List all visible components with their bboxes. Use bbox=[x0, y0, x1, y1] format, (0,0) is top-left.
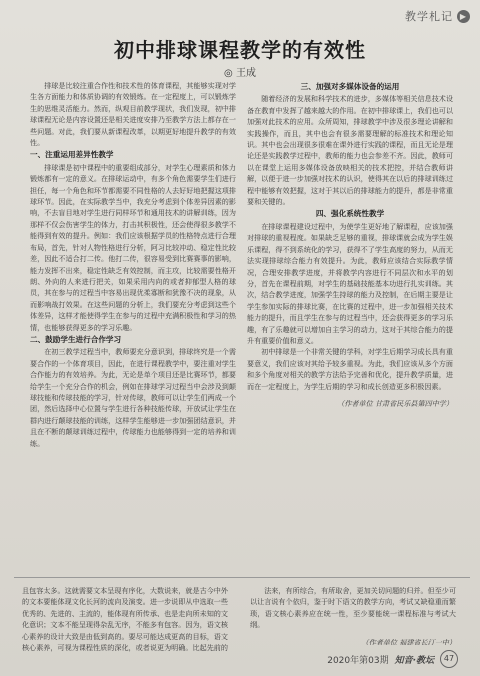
article-title: 初中排球课程教学的有效性 bbox=[114, 38, 366, 62]
magazine-name: 知音·教坛 bbox=[394, 655, 434, 666]
paragraph: 在初三教学过程当中，教师要充分意识到，排球终究是一个需要合作的一个体育项目，因此，在进行课程教学中，要注重对学生合作能力的有效培养。为此，无论是单个项目还是比赛环节，都要给学生一个充分合作的机会，例如在排球学习过程当中会涉及到颠球技能和传球技能的学习，针对传球，教师可以让学生们两成一个团，然后选择中心位置与学生进行各种技能传球，开放试让学生在群内进行颠球技能的训练，这样学生能够进一步加强团结意识，并且在不断的颠球训练过程中，传球能力也能够得到一定的培养和训练。 bbox=[30, 347, 236, 448]
section-heading: 一、注重运用差异性教学 bbox=[30, 150, 114, 160]
paragraph: 初中排球是一个非常关键的学科，对学生后期学习成长具有重要意义，我们应该对其给予较多重视。为此，我们应该从多个方面和多个角度对相关的教学方法给予完善和优化，提升教学质量，进而在一定程度上，为学生后期的学习和成长创造更多积极因素。 bbox=[247, 347, 453, 391]
page-number: 47 bbox=[440, 650, 458, 668]
section-heading: 二、鼓励学生进行合作学习 bbox=[30, 334, 122, 344]
paragraph: 法来，有所综合，有所取舍，更加关切问题的归并。但至少可以让言说有个依归，鉴于时下语文的教学方向，考试又缺稳重而繁琐，语文核心素养应在统一性，至少要能统一课程标准与考试大纲。 bbox=[250, 586, 456, 630]
paragraph: 排球是比较注重合作性和技术性的体育课程，其能够实现对学生各方面能力和体质协调的有效锻炼。在一定程度上，可以锻炼学生的思维灵活能力。然而，纵观目前教学现状，我们发现，初中排球课程无论是内容设置还是相关进度安排乃至教学方法上都存在一些问题。对此，我们要从新课程改革，以期更好地提升教学的有效性。 bbox=[30, 81, 236, 148]
section-label: 教学札记 bbox=[405, 10, 453, 23]
paragraph: 且包容太多。这就需要文本呈现有序化，大数说来，就是古今中外的文本要能体现文化长河的流向及演变。进一步说即从中选取一些优秀的、先进的、主流的，能体现有所传承、也是走向所未知的文化意识；文本不能呈现得杂乱无序，不能多有包容。因为，语文核心素养的设计大致是由低到高的。要尽可能达成更高的目标，语文核心素养，可视为课程性质的深化，或者说更为明确。比起先前的 bbox=[22, 586, 228, 653]
continued-text-left bbox=[22, 585, 228, 653]
issue-label: 2020年第03期 bbox=[327, 655, 389, 666]
paragraph: 排球课是初中课程中的重要组成部分，对学生心理素质和体力锻炼都有一定的意义。在排球运动中，有多个角色需要学生们进行担任，每一个角色和环节都需要不同性格的人去好好地把握这项排球环节。因此，在实际教学当中，我充分考虑到个体差异因素的影响，不去盲目地对学生进行同样环节和通用技术的讲解训练，因为那样不仅会伤害学生的体力，打击其积极性，还会使得很多教学不能得到有效的提升。例如：我们应该根据学员的性格特点进行合理布局，首先，针对人物性格进行分析，阿习比较冲动、稳定性比较差，因此不适合打二传。他打二传，很容易受到比赛赛事的影响，能力发挥不出来，稳定性缺乏有效控制，而主攻，比较需要性格开朗、外向的人来进行把关，如果采用内向的或者抑郁型人格的球员，其在参与的过程当中容易出现优柔寡断和犹豫不决的现象，从而影响战打效果。在这些问题的分析上，我们要充分考虑到这些个体差异，这样才能使得学生在参与的过程中充满积极性和学习的热情，也能够获得更多的学习乐趣。 bbox=[30, 162, 236, 332]
author-affiliation: （作者单位 福建省长汀一中） bbox=[361, 637, 456, 645]
section-tag bbox=[405, 8, 470, 24]
author-affiliation: （作者单位 甘肃省民乐县第四中学） bbox=[337, 398, 453, 408]
right-column bbox=[247, 80, 453, 558]
paragraph: 在排球课程建设过程中，为使学生更好地了解课程，应该加强对排球的重视程度。如果缺乏足够的重视，排球课就会成为学生娱乐课程，得不到系统化的学习，获得不了学生高度的努力，从而无法实现排球综合能力有效提升。为此，教师应该结合实际教学情况，合理安排教学进度，并将教学内容进行不同层次和水平的划分，首先在课程前期，对学生的基础技能基本功进行扎实训练。其次，结合教学进度，加强学生持球的能力及控制，在后期主要是让学生参加实际的排球比赛，在比赛的过程中，进一步加强相关技术能力的提升，而且学生在参与的过程当中，还会获得更多的学习乐趣，有了乐趣就可以增加自主学习的动力，这对于其综合能力的提升有重要价值和意义。 bbox=[247, 221, 453, 345]
paragraph: 随着经济的发展和科学技术的进步，多媒体等相关信息技术设备在教育中发挥了越来越大的作用。在初中排球课上，我们也可以加强对此技术的应用。众所周知，排球教学中涉及很多理论讲解和实践操作，而且，其中也会有很多需要理解的标准技术和理论知识。其中也会出现很多很难在课外进行实践的课程，而且无论是理论还是实践教学过程中，教师的能力也会参差不齐。因此，教师可以在课堂上运用多媒体设备放映相关的技术把控，并结合教师讲解，以便于进一步加强对技术的认识，使得其在以后的排球训练过程中能够有效把握，这对于其以后的排球能力的提升，都是非常重要和关键的。 bbox=[247, 94, 453, 207]
left-column bbox=[30, 80, 236, 558]
divider bbox=[14, 577, 470, 578]
article-author: ◎ 王成 bbox=[224, 68, 256, 79]
page-footer bbox=[327, 650, 458, 668]
section-heading: 三、加强对多媒体设备的运用 bbox=[300, 82, 400, 91]
section-heading: 四、强化系统性教学 bbox=[315, 209, 385, 219]
arrow-icon: ▶ bbox=[457, 10, 470, 23]
continued-text-right bbox=[250, 585, 456, 645]
